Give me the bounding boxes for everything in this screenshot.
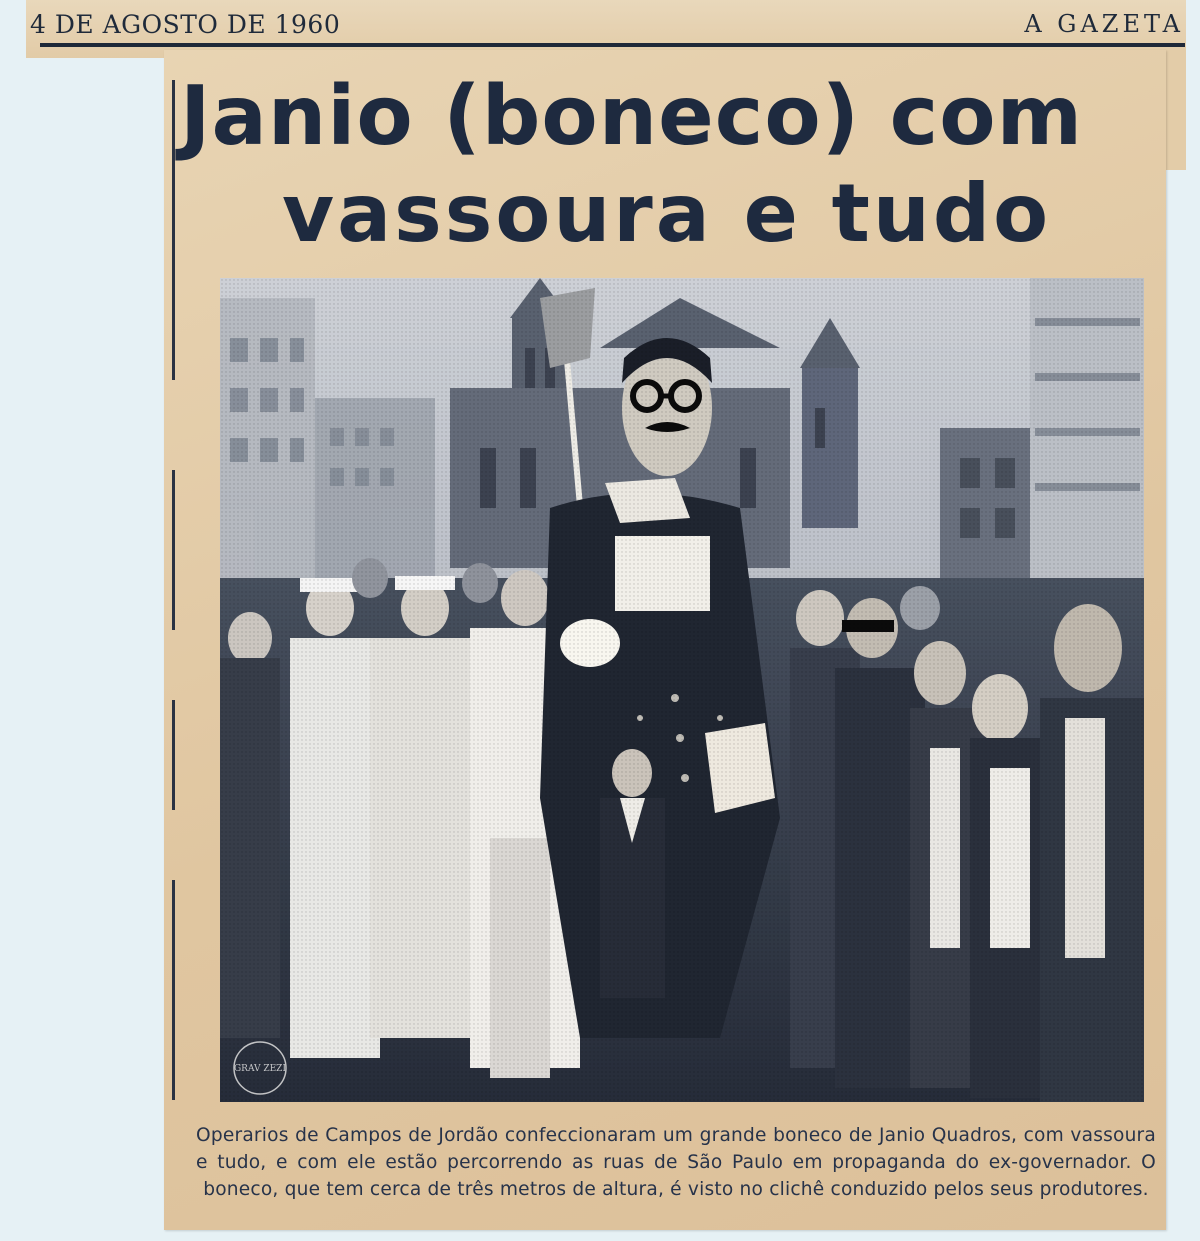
photo-caption: Operarios de Campos de Jordão confeccionaram um grande boneco de Janio Quadros, com vassoura e tudo, e com ele estão percorrendo as ruas de São Paulo em propaganda do ex-governador. O boneco, que tem cerca de três metros de altura, é visto no clichê conduzido pelos seus produtores. [196,1125,1156,1200]
column-rule [172,80,175,380]
news-photograph [220,278,1144,1102]
headline-line-1: Janio (boneco) com [180,69,1084,164]
newspaper-name: A GAZETA [1024,10,1184,38]
stamp-text: GRAV ZEZI [233,1064,287,1074]
column-rule [172,880,175,1100]
header-rule [40,43,1185,47]
headline-line-2: vassoura e tudo [282,167,1052,260]
publication-date: 4 DE AGOSTO DE 1960 [30,10,341,39]
column-rule [172,470,175,630]
column-rule [172,700,175,810]
